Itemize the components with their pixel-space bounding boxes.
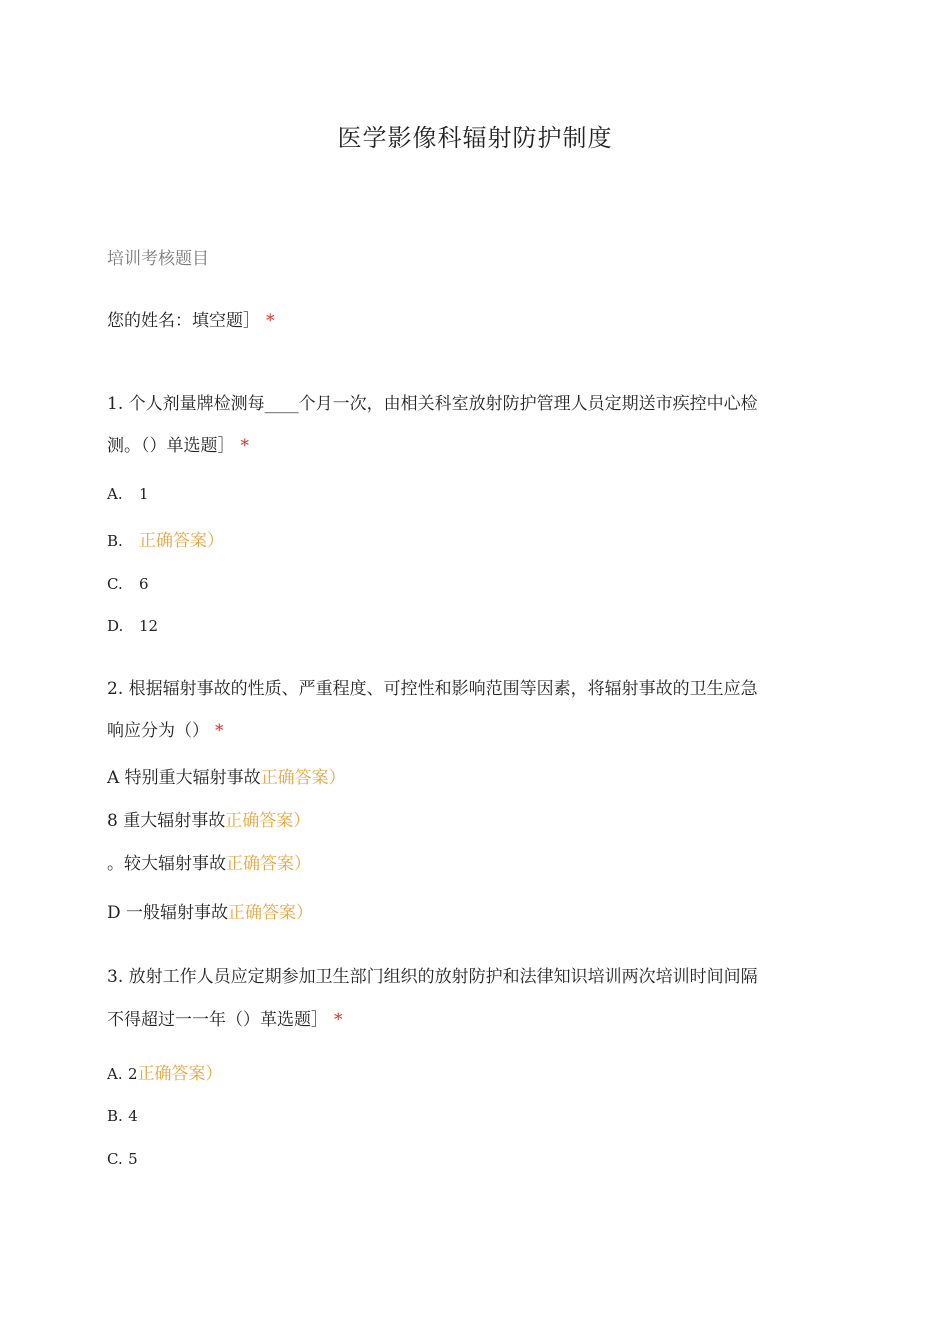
page-title: 医学影像科辐射防护制度 <box>337 124 613 152</box>
option-value: 12 <box>139 617 159 635</box>
option-text: 8 重大辐射事故 <box>107 811 226 831</box>
correct-answer-mark: 正确答案） <box>137 1064 223 1084</box>
option-text: D 一般辐射事故 <box>107 903 229 923</box>
name-question <box>107 306 275 331</box>
q3-text-line2-text: 不得超过一一年（）革选题］ <box>107 1010 328 1030</box>
correct-answer-mark: 正确答案） <box>139 531 224 551</box>
q1-text-line2-text: 测。（）单选题］ <box>107 436 235 456</box>
correct-answer-mark: 正确答案） <box>226 854 311 874</box>
q2-option-d[interactable] <box>107 898 313 923</box>
required-star: * <box>240 436 249 456</box>
q2-option-b[interactable] <box>107 806 310 831</box>
q2-text-line1: 2. 根据辐射事故的性质、严重程度、可控性和影响范围等因素，将辐射事故的卫生应急 <box>107 679 758 699</box>
option-label: A. <box>107 1065 123 1083</box>
q3-option-a[interactable] <box>107 1059 223 1084</box>
required-star: * <box>266 311 275 331</box>
q1-option-d[interactable] <box>107 616 158 636</box>
option-value: 5 <box>128 1150 138 1168</box>
option-value: 4 <box>128 1107 138 1125</box>
q3-text-line1: 3. 放射工作人员应定期参加卫生部门组织的放射防护和法律知识培训两次培训时间间隔 <box>107 967 758 987</box>
required-star: * <box>215 721 224 741</box>
option-value: 1 <box>139 485 149 503</box>
q1-text-line1: 1. 个人剂量牌检测每____个月一次，由相关科室放射防护管理人员定期送市疾控中心检 <box>107 394 758 414</box>
option-label: C. <box>107 575 123 593</box>
option-value: 6 <box>139 575 149 593</box>
q3-text-line2 <box>107 1005 343 1030</box>
option-label: B. <box>107 1107 123 1125</box>
q3-option-c[interactable] <box>107 1149 138 1169</box>
option-text: A 特别重大辐射事故 <box>107 768 261 788</box>
q1-option-a[interactable] <box>107 484 149 504</box>
q1-option-b[interactable] <box>107 526 224 551</box>
q2-text-line2 <box>107 716 224 741</box>
option-label: A. <box>107 485 123 503</box>
option-value: 2 <box>128 1065 138 1083</box>
q1-text-line2 <box>107 431 249 456</box>
correct-answer-mark: 正确答案） <box>260 768 346 788</box>
q1-option-c[interactable] <box>107 574 149 594</box>
option-text: 。较大辐射事故 <box>107 854 226 874</box>
option-label: D. <box>107 617 124 635</box>
option-label: C. <box>107 1150 123 1168</box>
correct-answer-mark: 正确答案） <box>228 903 314 923</box>
q2-text-line2-text: 响应分为（） <box>107 721 209 741</box>
required-star: * <box>334 1010 343 1030</box>
q2-option-c[interactable] <box>107 849 311 874</box>
name-question-text: 您的姓名：填空题］ <box>107 311 260 331</box>
q3-option-b[interactable] <box>107 1106 138 1126</box>
option-label: B. <box>107 532 123 550</box>
correct-answer-mark: 正确答案） <box>225 811 311 831</box>
section-heading: 培训考核题目 <box>107 249 209 269</box>
q2-option-a[interactable] <box>107 763 346 788</box>
